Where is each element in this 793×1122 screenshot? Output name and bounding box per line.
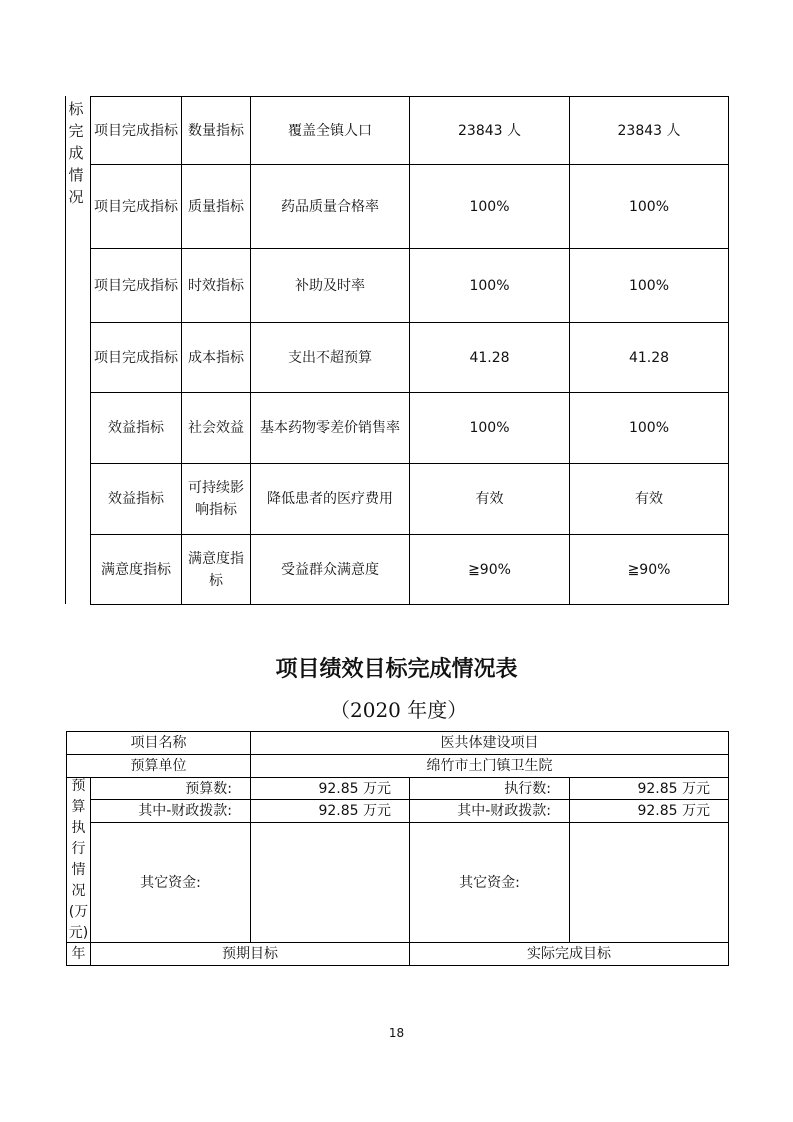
row-5-category: 效益指标 [90,392,182,464]
row-1-indicator: 覆盖全镇人口 [250,96,410,165]
row-5-expected: 100% [409,392,570,464]
row-6-expected: 有效 [409,463,570,535]
expected-target-header: 预期目标 [90,942,410,966]
row-7-category: 满意度指标 [90,534,182,605]
actual-target-header: 实际完成目标 [409,942,729,966]
row-7-expected: ≧90% [409,534,570,605]
row-6-subcategory: 可持续影响指标 [181,463,251,535]
row-4-indicator: 支出不超预算 [250,322,410,393]
row-4-expected: 41.28 [409,322,570,393]
row-2-indicator: 药品质量合格率 [250,164,410,249]
row-3-category: 项目完成指标 [90,248,182,323]
row-4-actual: 41.28 [569,322,729,393]
budget-amount-label: 预算数: [90,777,251,800]
row-1-category: 项目完成指标 [90,96,182,165]
row-3-indicator: 补助及时率 [250,248,410,323]
page-subtitle: （2020 年度） [330,698,468,722]
other-funds-label: 其它资金: [90,822,251,943]
row-6-category: 效益指标 [90,463,182,535]
row-1-actual: 23843 人 [569,96,729,165]
project-name-label: 项目名称 [66,731,251,755]
page-number: 18 [388,1026,405,1040]
row-5-indicator: 基本药物零差价销售率 [250,392,410,464]
row-2-category: 项目完成指标 [90,164,182,249]
row-7-actual: ≧90% [569,534,729,605]
fiscal-allocation-executed-label: 其中-财政拨款: [409,799,570,823]
year-label: 年 [66,942,91,966]
page-title: 项目绩效目标完成情况表 [275,657,518,682]
executed-amount-value: 92.85 万元 [569,777,729,800]
row-3-subcategory: 时效指标 [181,248,251,323]
row-3-actual: 100% [569,248,729,323]
budget-amount-value: 92.85 万元 [250,777,410,800]
executed-amount-label: 执行数: [409,777,570,800]
row-3-expected: 100% [409,248,570,323]
other-funds-value [250,822,410,943]
fiscal-allocation-label: 其中-财政拨款: [90,799,251,823]
budget-unit-label: 预算单位 [66,754,251,778]
row-1-subcategory: 数量指标 [181,96,251,165]
row-2-subcategory: 质量指标 [181,164,251,249]
row-5-actual: 100% [569,392,729,464]
project-name-value: 医共体建设项目 [250,731,729,755]
row-7-indicator: 受益群众满意度 [250,534,410,605]
row-6-indicator: 降低患者的医疗费用 [250,463,410,535]
fiscal-allocation-value: 92.85 万元 [250,799,410,823]
section-label-vertical: 标 完 成 情 况 [68,100,84,206]
row-6-actual: 有效 [569,463,729,535]
other-funds-executed-label: 其它资金: [409,822,570,943]
row-1-expected: 23843 人 [409,96,570,165]
fiscal-allocation-executed-value: 92.85 万元 [569,799,729,823]
other-funds-executed-value [569,822,729,943]
row-2-actual: 100% [569,164,729,249]
budget-execution-side-label: 预 算 执 行 情 况 (万 元) [66,777,91,943]
row-2-expected: 100% [409,164,570,249]
row-7-subcategory: 满意度指标 [181,534,251,605]
row-5-subcategory: 社会效益 [181,392,251,464]
row-4-subcategory: 成本指标 [181,322,251,393]
row-4-category: 项目完成指标 [90,322,182,393]
budget-unit-value: 绵竹市土门镇卫生院 [250,754,729,778]
